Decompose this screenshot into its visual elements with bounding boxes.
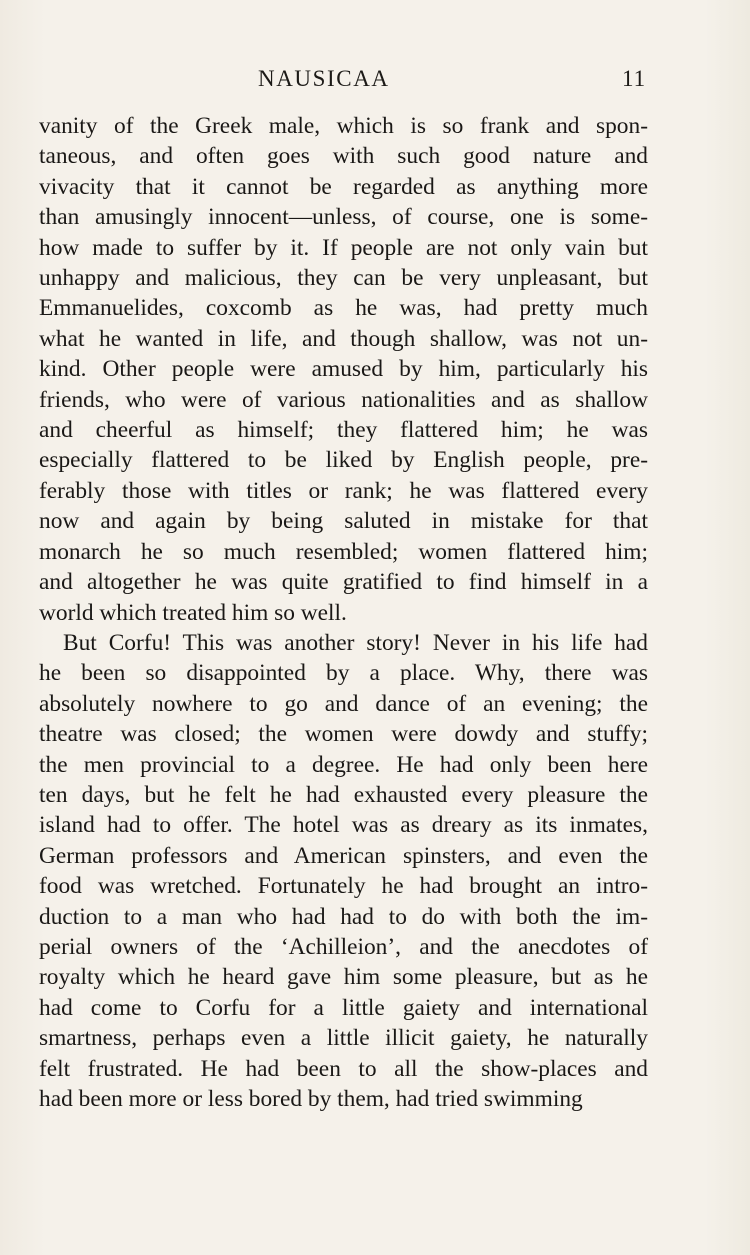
text-line: island had to offer. The hotel was as dreary as its inmates, [39,812,648,839]
text-line: and altogether he was quite gratified to find himself in a [39,569,648,596]
text-line: how made to suffer by it. If people are not only vain but [39,234,648,261]
paragraph [39,111,648,628]
text-line: he been so disappointed by a place. Why, there was [39,660,648,687]
text-line: world which treated him so well. [39,599,347,626]
text-line: Emmanuelides, coxcomb as he was, had pretty much [39,295,648,322]
text-line: monarch he so much resembled; women flattered him; [39,538,648,565]
text-line: and cheerful as himself; they flattered him; he was [39,417,648,444]
text-line: absolutely nowhere to go and dance of an evening; the [39,690,648,717]
text-line: had come to Corfu for a little gaiety and international [39,994,648,1021]
body-text [39,111,648,1114]
text-line: had been more or less bored by them, had tried swimming [39,1086,583,1112]
running-head [0,66,750,100]
text-line: theatre was closed; the women were dowdy and stuffy; [39,721,648,748]
text-line: what he wanted in life, and though shallow, was not un- [39,325,648,352]
text-line: perial owners of the ‘Achilleion’, and the anecdotes of [39,933,648,960]
text-line: vanity of the Greek male, which is so frank and spon- [39,113,648,139]
text-line: smartness, perhaps even a little illicit gaiety, he naturally [39,1025,648,1052]
text-line: friends, who were of various nationalities and as shallow [39,386,648,413]
text-line: duction to a man who had had to do with both the im- [39,903,648,930]
page-number: 11 [622,66,647,91]
text-line: the men provincial to a degree. He had only been here [39,751,648,778]
text-line: ten days, but he felt he had exhausted every pleasure the [39,781,648,808]
text-line: royalty which he heard gave him some pleasure, but as he [39,964,648,991]
text-line: food was wretched. Fortunately he had brought an intro- [39,873,648,900]
text-line: especially flattered to be liked by English people, pre- [39,447,648,474]
text-line: kind. Other people were amused by him, particularly his [39,356,648,383]
text-line: But Corfu! This was another story! Never in his life had [63,629,648,656]
text-line: now and again by being saluted in mistake for that [39,508,648,535]
text-line: vivacity that it cannot be regarded as anything more [39,173,648,200]
text-line: unhappy and malicious, they can be very unpleasant, but [39,265,648,292]
text-line: taneous, and often goes with such good nature and [39,143,648,170]
text-line: than amusingly innocent—unless, of course, one is some- [39,204,648,231]
text-line: felt frustrated. He had been to all the show-places and [39,1055,648,1082]
running-head-title: NAUSICAA [258,66,390,91]
text-line: ferably those with titles or rank; he was flattered every [39,477,648,504]
text-line: German professors and American spinsters, and even the [39,842,648,869]
paragraph [39,628,648,1115]
